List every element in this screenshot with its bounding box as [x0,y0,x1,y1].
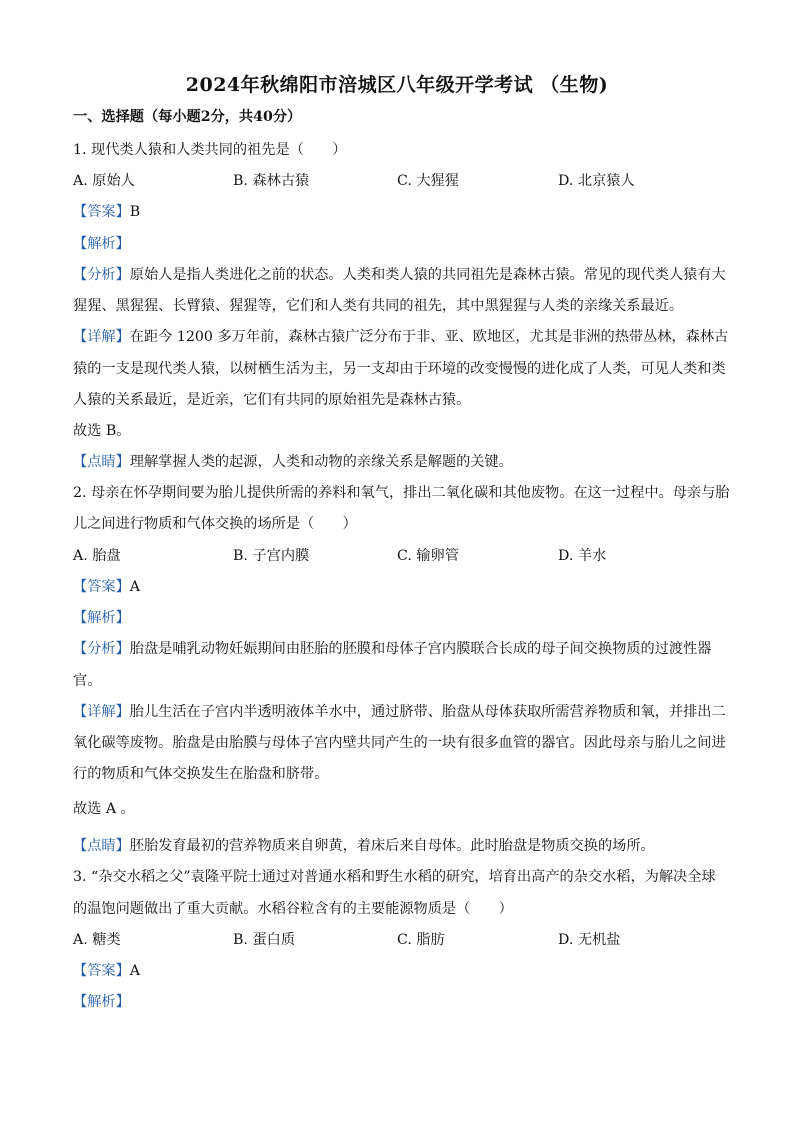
xiangjie-tag: 【详解】 [73,329,130,345]
q3-option-d: D. 无机盐 [558,932,621,948]
q2-dianjing [73,837,723,855]
q2-xiangjie-text-1: 胎儿生活在子宫内半透明液体羊水中，通过脐带、胎盘从母体获取所需营养物质和氧，并排出二 [129,704,726,720]
q1-fenxi-line-2: 猩猩、黑猩猩、长臂猿、猩猩等，它们和人类有共同的祖先，其中黑猩猩与人类的亲缘关系最近。 [73,298,684,314]
q2-xiangjie-line-3: 行的物质和气体交换发生在胎盘和脐带。 [73,766,329,782]
q2-option-d: D. 羊水 [558,548,607,564]
fenxi-tag: 【分析】 [73,641,130,657]
answer-tag: 【答案】 [73,963,130,979]
dianjing-tag: 【点睛】 [73,838,130,854]
q1-option-a: A. 原始人 [73,173,135,189]
q3-option-c: C. 脂肪 [397,932,445,948]
q3-analysis-heading [73,993,723,1011]
document-title: 2024年秋绵阳市涪城区八年级开学考试 （生物) [185,74,609,96]
q1-stem: 1. 现代类人猿和人类共同的祖先是（ ） [73,142,347,158]
analysis-tag: 【解析】 [73,236,130,252]
answer-tag: 【答案】 [73,579,130,595]
q2-stem-line-1: 2. 母亲在怀孕期间要为胎儿提供所需的养料和氧气，排出二氧化碳和其他废物。在这一过程中。母亲与胎 [73,485,730,501]
q1-xiangjie-line-1 [73,328,729,346]
answer-tag: 【答案】 [73,204,130,220]
q1-answer-value: B [129,204,141,220]
q2-xiangjie-line-2: 氧化碳等废物。胎盘是由胎膜与母体子宫内壁共同产生的一块有很多血管的器官。因此母亲与胎儿之间进 [73,735,726,751]
q1-xiangjie-line-2: 猿的一支是现代类人猿，以树栖生活为主，另一支却由于环境的改变慢慢的进化成了人类，可见人类和类 [73,361,726,377]
q2-option-c: C. 输卵管 [397,548,459,564]
q1-fenxi-text-1: 原始人是指人类进化之前的状态。人类和类人猿的共同祖先是森林古猿。常见的现代类人猿有大 [129,267,726,283]
q2-answer [73,578,723,596]
fenxi-tag: 【分析】 [73,267,130,283]
q2-stem-line-2: 儿之间进行物质和气体交换的场所是（ ） [73,516,357,532]
q1-fenxi-line-1 [73,266,726,284]
q1-xiangjie-text-1: 在距今 1200 多万年前，森林古猿广泛分布于非、亚、欧地区，尤其是非洲的热带丛林，森林古 [129,329,729,345]
q1-xiangjie-line-3: 人猿的关系最近，是近亲，它们有共同的原始祖先是森林古猿。 [73,392,471,408]
xiangjie-tag: 【详解】 [73,704,130,720]
q1-analysis-heading [73,235,723,253]
q2-xiangjie-line-1 [73,703,726,721]
q1-dianjing-text: 理解掌握人类的起源，人类和动物的亲缘关系是解题的关键。 [129,454,513,470]
q3-answer [73,962,723,980]
q3-stem-line-1: 3. “杂交水稻之父”袁隆平院士通过对普通水稻和野生水稻的研究，培育出高产的杂交水稻，为解决全球 [73,869,716,885]
q3-option-b: B. 蛋白质 [233,932,296,948]
q2-fenxi-line-2: 官。 [73,673,102,689]
q1-conclusion: 故选 B。 [73,423,131,439]
q1-option-b: B. 森林古猿 [233,173,310,189]
analysis-tag: 【解析】 [73,610,130,626]
q2-analysis-heading [73,609,723,627]
q2-option-b: B. 子宫内膜 [233,548,310,564]
q3-option-a: A. 糖类 [73,932,121,948]
q2-conclusion: 故选 A 。 [73,801,135,817]
q2-option-a: A. 胎盘 [73,548,121,564]
q1-option-d: D. 北京猿人 [558,173,635,189]
q3-stem-line-2: 的温饱问题做出了重大贡献。水稻谷粒含有的主要能源物质是（ ） [73,901,513,917]
q2-fenxi-line-1 [73,640,723,658]
q1-answer [73,203,723,221]
q2-answer-value: A [129,579,141,595]
q2-fenxi-text-1: 胎盘是哺乳动物妊娠期间由胚胎的胚膜和母体子宫内膜联合长成的母子间交换物质的过渡性器 [129,641,712,657]
q1-dianjing [73,453,723,471]
dianjing-tag: 【点睛】 [73,454,130,470]
q3-answer-value: A [129,963,141,979]
q1-option-c: C. 大猩猩 [397,173,459,189]
analysis-tag: 【解析】 [73,994,130,1010]
q2-dianjing-text: 胚胎发育最初的营养物质来自卵黄，着床后来自母体。此时胎盘是物质交换的场所。 [129,838,655,854]
section-heading: 一、选择题（每小题2分，共40分） [73,109,302,125]
